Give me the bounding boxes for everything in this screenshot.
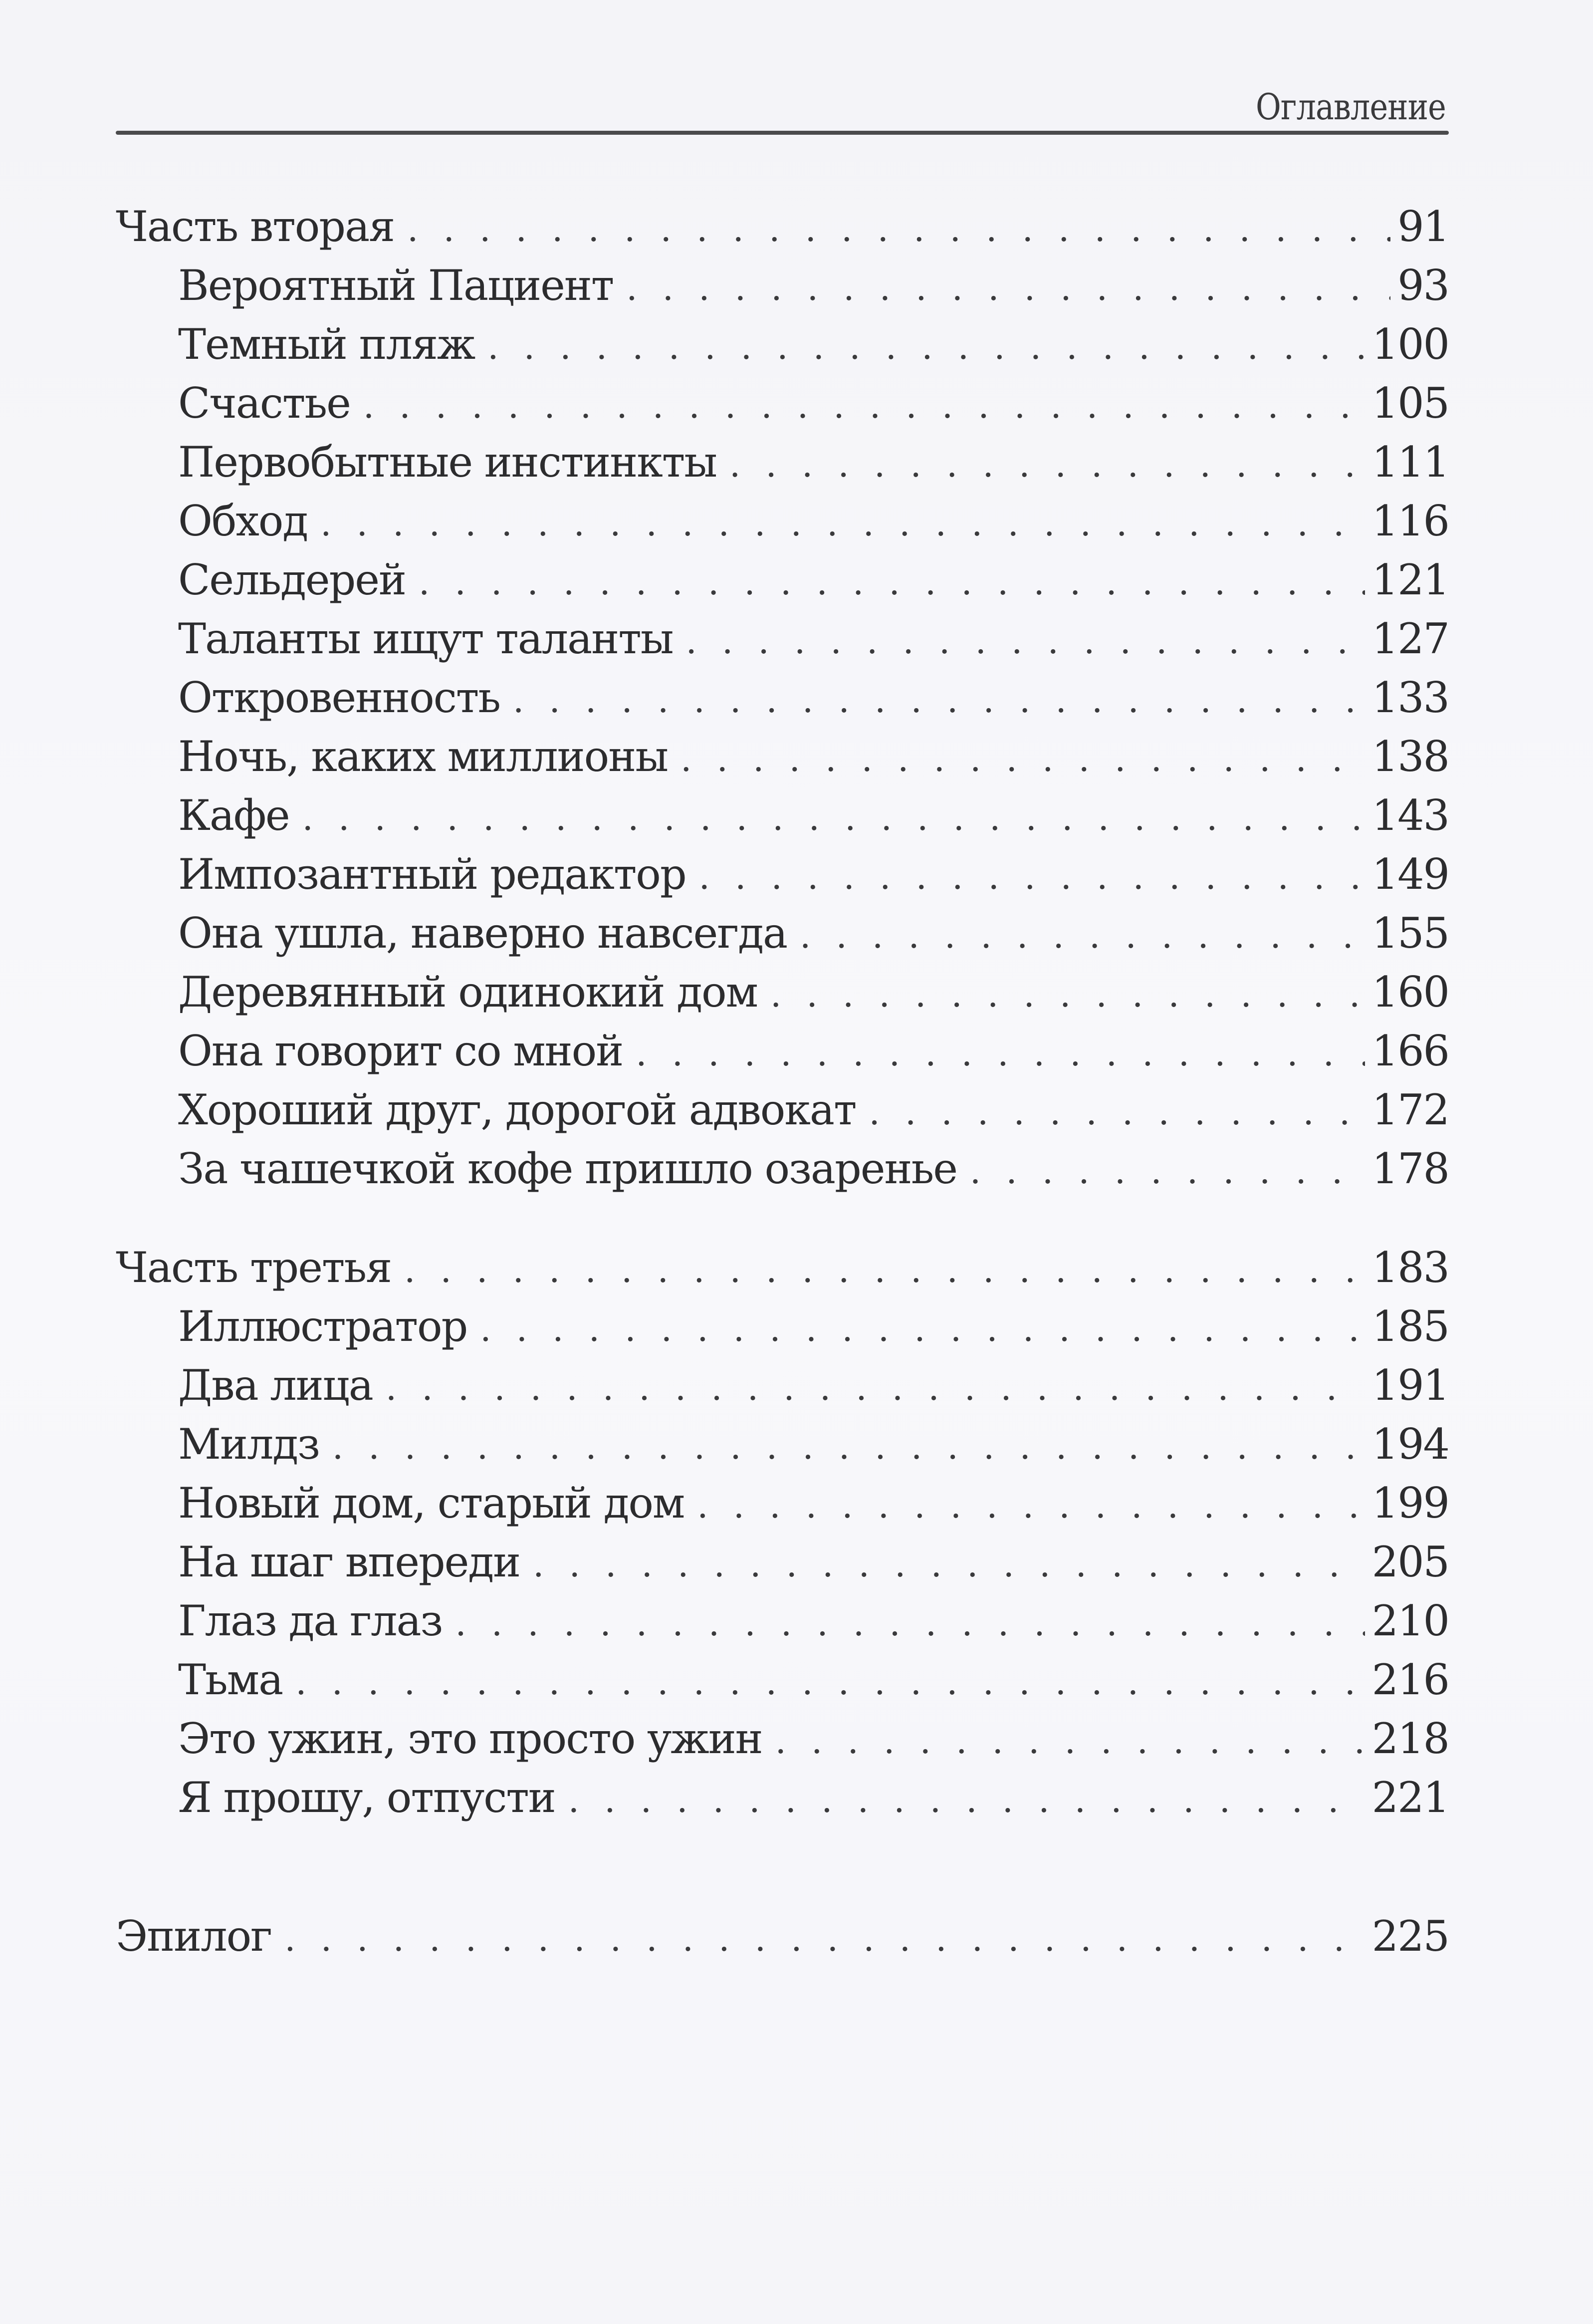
running-head: Оглавление <box>1256 86 1446 128</box>
dot-leader <box>699 847 1365 906</box>
section-spacer <box>116 1827 1449 1907</box>
toc-page-number: 194 <box>1371 1420 1449 1469</box>
toc-entry <box>116 433 1449 492</box>
toc-entry <box>116 256 1449 315</box>
dot-leader <box>869 1083 1365 1142</box>
toc-entry-title: Темный пляж <box>178 320 475 369</box>
toc-page-number: 111 <box>1371 438 1449 487</box>
toc-page-number: 205 <box>1371 1538 1449 1586</box>
toc-entry <box>116 1768 1449 1827</box>
toc-page-number: 218 <box>1371 1714 1449 1763</box>
toc-page-number: 185 <box>1371 1302 1449 1351</box>
toc-page-number: 225 <box>1371 1912 1449 1961</box>
dot-leader <box>533 1535 1365 1594</box>
toc-entry-title: Она говорит со мной <box>178 1027 623 1075</box>
dot-leader <box>568 1771 1365 1829</box>
toc-section-part-two <box>116 197 1449 256</box>
dot-leader <box>386 1358 1365 1417</box>
toc-entry <box>116 845 1449 904</box>
toc-entry-title: Часть вторая <box>116 202 395 251</box>
toc-entry <box>116 1533 1449 1591</box>
toc-entry-title: За чашечкой кофе пришло озаренье <box>178 1144 957 1193</box>
toc-entry <box>116 550 1449 609</box>
toc-page-number: 199 <box>1371 1479 1449 1528</box>
toc-entry-title: Эпилог <box>116 1912 272 1961</box>
dot-leader <box>363 376 1365 435</box>
dot-leader <box>800 906 1365 965</box>
dot-leader <box>729 435 1365 494</box>
dot-leader <box>455 1594 1365 1653</box>
dot-leader <box>419 553 1365 612</box>
toc-entry-title: Откровенность <box>178 673 500 722</box>
dot-leader <box>295 1653 1365 1712</box>
toc-entry <box>116 609 1449 668</box>
toc-entry-title: Новый дом, старый дом <box>178 1479 684 1528</box>
toc-entry <box>116 668 1449 727</box>
toc-epilogue <box>116 1907 1449 1966</box>
toc-page-number: 166 <box>1371 1027 1449 1075</box>
dot-leader <box>686 612 1365 671</box>
dot-leader <box>636 1024 1365 1083</box>
toc-entry-title: Деревянный одинокий дом <box>178 968 757 1017</box>
toc-page-number: 216 <box>1371 1655 1449 1704</box>
dot-leader <box>681 730 1365 788</box>
dot-leader <box>320 494 1365 553</box>
dot-leader <box>626 258 1390 317</box>
toc-entry-title: Импозантный редактор <box>178 850 686 899</box>
toc-entry <box>116 1139 1449 1198</box>
toc-entry <box>116 492 1449 550</box>
toc-entry <box>116 727 1449 786</box>
toc-page-number: 143 <box>1371 791 1449 840</box>
toc-page-number: 155 <box>1371 909 1449 958</box>
toc-entry-title: Тьма <box>178 1655 283 1704</box>
toc-page-number: 221 <box>1371 1773 1449 1822</box>
dot-leader <box>770 965 1365 1024</box>
toc-entry-title: Таланты ищут таланты <box>178 614 673 663</box>
dot-leader <box>970 1142 1365 1201</box>
toc-entry-title: Хороший друг, дорогой адвокат <box>178 1085 856 1134</box>
toc-page-number: 172 <box>1371 1085 1449 1134</box>
section-spacer <box>116 1198 1449 1238</box>
dot-leader <box>332 1417 1365 1476</box>
toc-entry <box>116 1591 1449 1650</box>
toc-entry <box>116 904 1449 963</box>
toc-page-number: 210 <box>1371 1596 1449 1645</box>
toc-entry-title: Сельдерей <box>178 555 406 604</box>
toc-page-number: 160 <box>1371 968 1449 1017</box>
dot-leader <box>407 200 1390 258</box>
toc-section-part-three <box>116 1238 1449 1297</box>
toc-entry-title: Часть третья <box>116 1243 392 1292</box>
toc-entry <box>116 1415 1449 1474</box>
toc-entry <box>116 1474 1449 1533</box>
dot-leader <box>404 1241 1365 1299</box>
toc-entry-title: Я прошу, отпусти <box>178 1773 555 1822</box>
dot-leader <box>302 788 1365 847</box>
toc-page-number: 191 <box>1371 1361 1449 1410</box>
toc-page-number: 91 <box>1397 202 1449 251</box>
dot-leader <box>480 1299 1365 1358</box>
toc-page-number: 183 <box>1371 1243 1449 1292</box>
toc-page-number: 121 <box>1371 555 1449 604</box>
toc-entry-title: Глаз да глаз <box>178 1596 443 1645</box>
toc-entry <box>116 315 1449 374</box>
toc-page-number: 133 <box>1371 673 1449 722</box>
toc-entry-title: На шаг впереди <box>178 1538 520 1586</box>
toc-entry <box>116 786 1449 845</box>
toc-page-number: 116 <box>1371 497 1449 545</box>
toc-entry <box>116 1080 1449 1139</box>
toc-entry-title: Иллюстратор <box>178 1302 467 1351</box>
toc-entry-title: Милдз <box>178 1420 319 1469</box>
toc-entry <box>116 374 1449 433</box>
toc-entry <box>116 1356 1449 1415</box>
dot-leader <box>697 1476 1365 1535</box>
toc-page-number: 93 <box>1397 261 1449 310</box>
toc-entry <box>116 1650 1449 1709</box>
toc-entry-title: Два лица <box>178 1361 373 1410</box>
toc-page-number: 127 <box>1371 614 1449 663</box>
toc-entry-title: Первобытные инстинкты <box>178 438 717 487</box>
toc-entry-title: Она ушла, наверно навсегда <box>178 909 787 958</box>
dot-leader <box>487 317 1365 376</box>
dot-leader <box>284 1909 1365 1968</box>
toc-page-number: 138 <box>1371 732 1449 781</box>
toc-entry-title: Счастье <box>178 379 350 428</box>
toc-page-number: 105 <box>1371 379 1449 428</box>
toc-page-number: 100 <box>1371 320 1449 369</box>
toc-entry-title: Ночь, каких миллионы <box>178 732 668 781</box>
toc-entry <box>116 1022 1449 1080</box>
toc-page-number: 178 <box>1371 1144 1449 1193</box>
dot-leader <box>513 671 1365 730</box>
toc-entry-title: Вероятный Пациент <box>178 261 614 310</box>
table-of-contents <box>116 197 1449 1966</box>
dot-leader <box>775 1712 1365 1771</box>
toc-entry <box>116 963 1449 1022</box>
toc-entry-title: Кафе <box>178 791 289 840</box>
toc-entry-title: Обход <box>178 497 308 545</box>
toc-entry-title: Это ужин, это просто ужин <box>178 1714 762 1763</box>
header-rule <box>116 131 1449 135</box>
toc-entry <box>116 1709 1449 1768</box>
toc-page-number: 149 <box>1371 850 1449 899</box>
toc-entry <box>116 1297 1449 1356</box>
